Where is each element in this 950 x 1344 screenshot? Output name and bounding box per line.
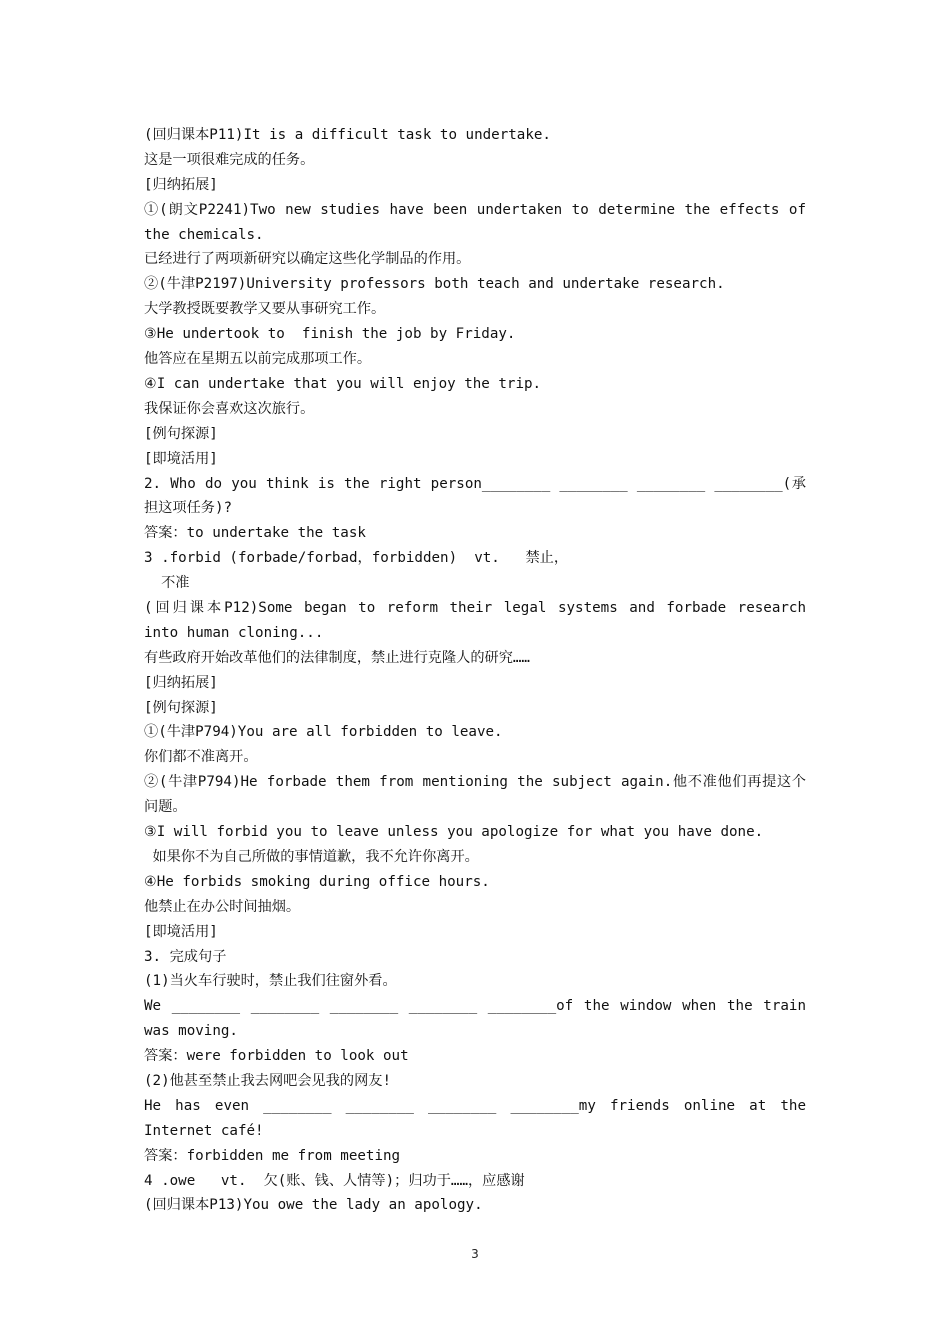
- section-heading: [即境活用]: [144, 450, 218, 467]
- text-paragraph: ②(牛津P794)He forbade them from mentioning the subject again.他不准他们再提这个问题。: [144, 774, 806, 816]
- text-line: 他答应在星期五以前完成那项工作。: [144, 351, 372, 368]
- page-number: 3: [471, 1247, 479, 1261]
- answer-line: 答案：were forbidden to look out: [144, 1048, 409, 1065]
- text-line: 有些政府开始改革他们的法律制度，禁止进行克隆人的研究……: [144, 649, 530, 666]
- text-line: ④He forbids smoking during office hours.: [144, 873, 490, 890]
- exercise-question: 2. Who do you think is the right person________ ________ ________ ________(承担这项任务)?: [144, 475, 806, 517]
- text-line: ②(牛津P2197)University professors both teach and undertake research.: [144, 276, 725, 293]
- section-heading: [例句探源]: [144, 699, 218, 716]
- text-line: 已经进行了两项新研究以确定这些化学制品的作用。: [144, 251, 471, 268]
- text-line: (1)当火车行驶时，禁止我们往窗外看。: [144, 973, 397, 990]
- text-line: 你们都不准离开。: [144, 749, 258, 766]
- text-line: ③I will forbid you to leave unless you apologize for what you have done.: [144, 824, 764, 841]
- exercise-heading: 3. 完成句子: [144, 948, 227, 965]
- page-content: [144, 123, 806, 1218]
- section-heading: [归纳拓展]: [144, 674, 218, 691]
- exercise-question: We ________ ________ ________ ________ ________of the window when the train was moving.: [144, 998, 806, 1040]
- section-heading: [即境活用]: [144, 923, 218, 940]
- answer-line: 答案：to undertake the task: [144, 525, 366, 542]
- text-line: 他禁止在办公时间抽烟。: [144, 898, 301, 915]
- text-line: 不准: [144, 575, 190, 592]
- text-line: 这是一项很难完成的任务。: [144, 151, 315, 168]
- text-line: 如果你不为自己所做的事情道歉，我不允许你离开。: [144, 848, 479, 865]
- text-line: 我保证你会喜欢这次旅行。: [144, 400, 315, 417]
- text-line: ④I can undertake that you will enjoy the trip.: [144, 375, 542, 392]
- answer-line: 答案：forbidden me from meeting: [144, 1147, 401, 1164]
- text-paragraph: (回归课本P12)Some began to reform their legal systems and forbade research into human cloning...: [144, 599, 806, 641]
- text-line: ③He undertook to finish the job by Friday.: [144, 326, 516, 343]
- text-line: 大学教授既要教学又要从事研究工作。: [144, 301, 386, 318]
- vocab-entry-heading: 3 .forbid (forbade/forbad，forbidden) vt. 禁止，: [144, 550, 569, 567]
- exercise-question: He has even ________ ________ ________ ________my friends online at the Internet café!: [144, 1097, 806, 1139]
- text-paragraph: ①(朗文P2241)Two new studies have been undertaken to determine the effects of the chemicals.: [144, 201, 806, 243]
- text-line: (回归课本P11)It is a difficult task to undertake.: [144, 127, 551, 143]
- text-line: (回归课本P13)You owe the lady an apology.: [144, 1197, 483, 1214]
- text-line: (2)他甚至禁止我去网吧会见我的网友!: [144, 1073, 391, 1089]
- section-heading: [归纳拓展]: [144, 176, 218, 193]
- vocab-entry-heading: 4 .owe vt. 欠(账、钱、人情等)；归功于……，应感谢: [144, 1172, 525, 1189]
- text-line: ①(牛津P794)You are all forbidden to leave.: [144, 724, 503, 741]
- section-heading: [例句探源]: [144, 425, 218, 442]
